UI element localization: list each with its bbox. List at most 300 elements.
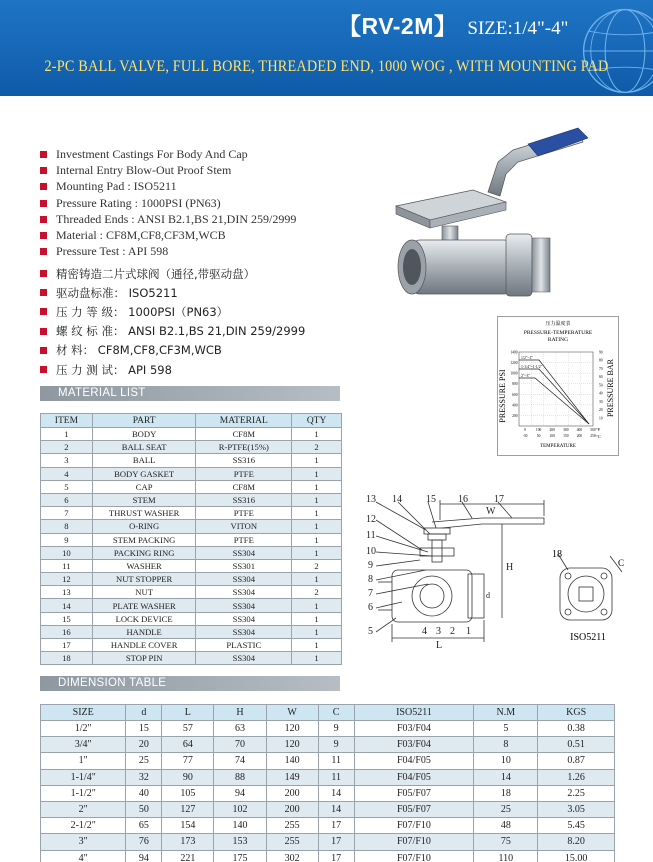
bar-tick-label: 50 <box>599 383 603 388</box>
dim-H-label: H <box>506 562 514 573</box>
table-cell: 9 <box>41 533 93 546</box>
f-tick-label: 400 <box>576 428 583 432</box>
table-cell: 4 <box>41 467 93 480</box>
table-cell: HANDLE COVER <box>92 639 196 652</box>
table-cell: 11 <box>41 559 93 572</box>
table-cell: F05/F07 <box>354 785 474 801</box>
callout-4: 4 <box>422 626 427 637</box>
table-cell: 14 <box>41 599 93 612</box>
table-row <box>41 801 615 817</box>
table-cell: BALL SEAT <box>92 441 196 454</box>
table-cell: SS316 <box>196 454 292 467</box>
bar-tick-label: 40 <box>599 391 603 396</box>
table-row <box>41 737 615 753</box>
callout-13: 13 <box>366 494 376 505</box>
table-cell: PTFE <box>196 533 292 546</box>
table-cell: 200 <box>266 801 318 817</box>
globe-icon <box>571 6 653 96</box>
table-cell: CF8M <box>196 480 292 493</box>
table-cell: 25 <box>126 753 162 769</box>
table-cell: 5.45 <box>538 818 615 834</box>
dim-col-header: d <box>126 705 162 721</box>
table-cell: F07/F10 <box>354 834 474 850</box>
table-cell: 40 <box>126 785 162 801</box>
table-cell: STOP PIN <box>92 652 196 665</box>
table-cell: SS304 <box>196 612 292 625</box>
psi-tick-label: 800 <box>512 382 518 387</box>
bar-tick-label: 10 <box>599 416 603 421</box>
table-cell: 1 <box>292 467 342 480</box>
table-cell: 200 <box>266 785 318 801</box>
table-cell: CF8M <box>196 428 292 441</box>
table-cell: 10 <box>474 753 538 769</box>
dim-col-header: KGS <box>538 705 615 721</box>
table-row <box>41 480 342 493</box>
table-cell: 1 <box>292 599 342 612</box>
table-row <box>41 467 342 480</box>
table-cell: 3" <box>41 834 126 850</box>
table-cell: 17 <box>318 818 354 834</box>
table-cell: VITON <box>196 520 292 533</box>
bar-tick-label: 20 <box>599 408 603 413</box>
c-tick-label: 100 <box>549 434 555 438</box>
table-cell: 2 <box>292 441 342 454</box>
dim-col-header: C <box>318 705 354 721</box>
table-cell: 32 <box>126 769 162 785</box>
table-cell: 2 <box>292 586 342 599</box>
table-cell: 8.20 <box>538 834 615 850</box>
table-cell: 15.00 <box>538 850 615 862</box>
table-cell: 302 <box>266 850 318 862</box>
callout-9: 9 <box>368 560 373 571</box>
list-item: Internal Entry Blow-Out Proof Stem <box>40 162 296 178</box>
table-cell: PTFE <box>196 467 292 480</box>
table-row <box>41 625 342 638</box>
dim-col-header: N.M <box>474 705 538 721</box>
bullet-square-icon <box>40 270 47 277</box>
table-row <box>41 441 342 454</box>
callout-1: 1 <box>466 626 471 637</box>
bar-tick-label: 90 <box>599 350 603 355</box>
callout-6: 6 <box>368 602 373 613</box>
table-cell: 2 <box>292 559 342 572</box>
table-cell: F03/F04 <box>354 721 474 737</box>
table-row <box>41 639 342 652</box>
callout-3: 3 <box>436 626 441 637</box>
table-cell: 1 <box>292 546 342 559</box>
table-cell: 1.26 <box>538 769 615 785</box>
pad-callout-18: 18 <box>552 549 562 560</box>
table-cell: 18 <box>41 652 93 665</box>
valve-section-drawing <box>362 490 562 650</box>
callout-8: 8 <box>368 574 373 585</box>
table-cell: R-PTFE(15%) <box>196 441 292 454</box>
table-cell: 57 <box>162 721 214 737</box>
table-cell: 1 <box>292 652 342 665</box>
table-cell: SS304 <box>196 586 292 599</box>
chart-xlabel: TEMPERATURE <box>540 444 576 449</box>
psi-tick-label: 1200 <box>510 361 518 366</box>
valve-product-image <box>378 122 608 302</box>
bullet-square-icon <box>40 216 47 223</box>
table-cell: 120 <box>266 721 318 737</box>
bullet-square-icon <box>40 308 47 315</box>
table-cell: 17 <box>318 834 354 850</box>
table-cell: STEM <box>92 493 196 506</box>
table-cell: 50 <box>126 801 162 817</box>
table-header-row <box>41 414 342 428</box>
table-cell: BODY GASKET <box>92 467 196 480</box>
list-item: Material : CF8M,CF8,CF3M,WCB <box>40 227 296 243</box>
chart-ylabel-right: PRESSURE BAR <box>606 358 615 418</box>
table-cell: 110 <box>474 850 538 862</box>
list-item: Pressure Test : API 598 <box>40 244 296 260</box>
table-row <box>41 850 615 862</box>
table-cell: SS316 <box>196 493 292 506</box>
table-cell: F03/F04 <box>354 737 474 753</box>
table-cell: 149 <box>266 769 318 785</box>
callout-11: 11 <box>366 530 376 541</box>
table-cell: STEM PACKING <box>92 533 196 546</box>
table-row <box>41 652 342 665</box>
list-item: 压 力 等 级： 1000PSI（PN63） <box>40 302 305 321</box>
psi-tick-label: 1400 <box>510 350 518 355</box>
callout-17: 17 <box>494 494 504 505</box>
table-cell: 1 <box>292 639 342 652</box>
table-cell: 70 <box>214 737 266 753</box>
table-cell: SS304 <box>196 625 292 638</box>
table-cell: 127 <box>162 801 214 817</box>
table-row <box>41 520 342 533</box>
table-cell: 3.05 <box>538 801 615 817</box>
table-cell: 8 <box>41 520 93 533</box>
table-cell: 1 <box>292 520 342 533</box>
dim-col-header: H <box>214 705 266 721</box>
table-cell: 5 <box>41 480 93 493</box>
list-item: 压 力 测 试： API 598 <box>40 360 305 379</box>
dim-col-header: SIZE <box>41 705 126 721</box>
table-cell: 1-1/4" <box>41 769 126 785</box>
dim-col-header: L <box>162 705 214 721</box>
c-tick-label: 250 <box>590 434 596 438</box>
list-item: Threaded Ends : ANSI B2.1,BS 21,DIN 259/2999 <box>40 211 296 227</box>
table-row <box>41 753 615 769</box>
callout-15: 15 <box>426 494 436 505</box>
dim-col-header: W <box>266 705 318 721</box>
list-item: 螺 纹 标 准： ANSI B2.1,BS 21,DIN 259/2999 <box>40 322 305 341</box>
table-cell: NUT <box>92 586 196 599</box>
table-cell: 4" <box>41 850 126 862</box>
table-cell: F07/F10 <box>354 850 474 862</box>
table-row <box>41 428 342 441</box>
table-cell: 255 <box>266 818 318 834</box>
table-cell: 11 <box>318 753 354 769</box>
table-cell: 2.25 <box>538 785 615 801</box>
f-tick-label: 200 <box>549 428 555 432</box>
table-cell: PACKING RING <box>92 546 196 559</box>
c-tick-label: -30 <box>522 434 528 438</box>
table-cell: SS304 <box>196 573 292 586</box>
mat-col-header: MATERIAL <box>196 414 292 428</box>
features-en-list <box>40 146 296 260</box>
dim-W-label: W <box>486 506 496 517</box>
table-cell: F07/F10 <box>354 818 474 834</box>
table-cell: 0.38 <box>538 721 615 737</box>
pressure-temperature-chart <box>497 316 619 456</box>
psi-tick-label: 600 <box>512 392 518 397</box>
table-row <box>41 533 342 546</box>
f-tick-label: 100 <box>535 428 542 432</box>
f-tick-label: 500 <box>590 428 596 432</box>
table-cell: 90 <box>162 769 214 785</box>
bullet-square-icon <box>40 366 47 373</box>
table-cell: SS304 <box>196 546 292 559</box>
table-cell: 5 <box>474 721 538 737</box>
table-cell: PLATE WASHER <box>92 599 196 612</box>
series-label: 2"~3" <box>521 374 530 378</box>
table-cell: 1 <box>292 493 342 506</box>
callout-16: 16 <box>458 494 468 505</box>
callout-2: 2 <box>450 626 455 637</box>
table-cell: 1 <box>292 480 342 493</box>
table-cell: 17 <box>41 639 93 652</box>
table-cell: 3 <box>41 454 93 467</box>
material-list-header: MATERIAL LIST <box>40 386 340 401</box>
dim-col-header: ISO5211 <box>354 705 474 721</box>
table-cell: 14 <box>474 769 538 785</box>
table-cell: 94 <box>214 785 266 801</box>
callout-12: 12 <box>366 514 376 525</box>
table-cell: 3/4" <box>41 737 126 753</box>
table-header-row <box>41 705 615 721</box>
table-cell: 6 <box>41 493 93 506</box>
table-cell: 1 <box>292 625 342 638</box>
table-cell: 140 <box>214 818 266 834</box>
list-item: 材 料： CF8M,CF8,CF3M,WCB <box>40 341 305 360</box>
table-row <box>41 586 342 599</box>
table-row <box>41 493 342 506</box>
table-cell: O-RING <box>92 520 196 533</box>
table-cell: 2-1/2" <box>41 818 126 834</box>
f-tick-label: 0 <box>524 428 526 432</box>
bar-tick-label: 70 <box>599 366 603 371</box>
table-cell: 75 <box>474 834 538 850</box>
table-row <box>41 546 342 559</box>
pad-C-label: C <box>618 558 625 568</box>
table-cell: 1" <box>41 753 126 769</box>
psi-tick-label: 1000 <box>510 371 518 376</box>
table-row <box>41 559 342 572</box>
table-cell: 153 <box>214 834 266 850</box>
table-cell: 11 <box>318 769 354 785</box>
table-cell: 2" <box>41 801 126 817</box>
table-cell: 1 <box>41 428 93 441</box>
chart-unit-c: °C <box>596 434 601 439</box>
list-item: Mounting Pad : ISO5211 <box>40 179 296 195</box>
table-cell: 0.51 <box>538 737 615 753</box>
table-cell: 1-1/2" <box>41 785 126 801</box>
table-cell: 9 <box>318 721 354 737</box>
table-cell: PTFE <box>196 507 292 520</box>
list-item: 精密铸造二片式球阀（通径,带驱动盘） <box>40 264 305 283</box>
table-cell: 8 <box>474 737 538 753</box>
table-cell: 120 <box>266 737 318 753</box>
table-cell: WASHER <box>92 559 196 572</box>
table-cell: 20 <box>126 737 162 753</box>
dim-L-label: L <box>436 640 443 650</box>
bullet-square-icon <box>40 200 47 207</box>
table-cell: 25 <box>474 801 538 817</box>
table-cell: 0.87 <box>538 753 615 769</box>
table-cell: 65 <box>126 818 162 834</box>
chart-unit-f: °F <box>596 427 601 432</box>
title-row <box>338 8 568 41</box>
table-row <box>41 721 615 737</box>
table-cell: 14 <box>318 785 354 801</box>
mat-col-header: ITEM <box>41 414 93 428</box>
table-cell: 1 <box>292 507 342 520</box>
list-item: 驱动盘标准： ISO5211 <box>40 283 305 302</box>
table-row <box>41 599 342 612</box>
table-cell: 105 <box>162 785 214 801</box>
product-subtitle: 2-PC BALL VALVE, FULL BORE, THREADED END, 1000 WOG , WITH MOUNTING PAD <box>44 58 609 75</box>
table-cell: PLASTIC <box>196 639 292 652</box>
dimension-table <box>40 704 615 862</box>
psi-tick-label: 400 <box>512 403 518 408</box>
table-cell: 1 <box>292 612 342 625</box>
table-cell: 17 <box>318 850 354 862</box>
table-cell: LOCK DEVICE <box>92 612 196 625</box>
table-cell: 154 <box>162 818 214 834</box>
callout-5: 5 <box>368 626 373 637</box>
table-cell: SS301 <box>196 559 292 572</box>
mat-col-header: QTY <box>292 414 342 428</box>
table-row <box>41 612 342 625</box>
table-cell: CAP <box>92 480 196 493</box>
dim-d-label: d <box>486 591 490 600</box>
table-row <box>41 454 342 467</box>
c-tick-label: 200 <box>576 434 583 438</box>
table-cell: 14 <box>318 801 354 817</box>
table-cell: BALL <box>92 454 196 467</box>
bullet-square-icon <box>40 289 47 296</box>
table-cell: 77 <box>162 753 214 769</box>
material-list-table <box>40 413 342 665</box>
table-cell: SS304 <box>196 599 292 612</box>
table-cell: 9 <box>318 737 354 753</box>
bullet-square-icon <box>40 151 47 158</box>
f-tick-label: 300 <box>563 428 569 432</box>
list-item: Investment Castings For Body And Cap <box>40 146 296 162</box>
table-cell: 2 <box>41 441 93 454</box>
table-row <box>41 834 615 850</box>
table-cell: 48 <box>474 818 538 834</box>
table-cell: 173 <box>162 834 214 850</box>
table-row <box>41 507 342 520</box>
features-cn-list <box>40 264 305 379</box>
series-label: 1/2"~1" <box>521 356 533 360</box>
callout-7: 7 <box>368 588 373 599</box>
table-cell: 221 <box>162 850 214 862</box>
series-label: 1-1/4"~1-1/2" <box>521 365 543 369</box>
table-cell: 140 <box>266 753 318 769</box>
psi-tick-label: 200 <box>512 413 518 418</box>
chart-title-cn: 压力温度表 <box>545 322 571 327</box>
c-tick-label: 50 <box>536 434 541 438</box>
table-cell: 1 <box>292 533 342 546</box>
callout-10: 10 <box>366 546 376 557</box>
bullet-square-icon <box>40 248 47 255</box>
header-banner <box>0 0 653 96</box>
table-cell: 10 <box>41 546 93 559</box>
table-cell: 76 <box>126 834 162 850</box>
model-name: 【RV-2M】 <box>338 13 458 39</box>
callout-14: 14 <box>392 494 402 505</box>
table-cell: 74 <box>214 753 266 769</box>
bar-tick-label: 80 <box>599 358 603 363</box>
table-cell: SS304 <box>196 652 292 665</box>
table-cell: 15 <box>41 612 93 625</box>
table-cell: HANDLE <box>92 625 196 638</box>
table-cell: 12 <box>41 573 93 586</box>
table-cell: 1 <box>292 454 342 467</box>
bullet-square-icon <box>40 167 47 174</box>
bar-tick-label: 60 <box>599 375 603 380</box>
bullet-square-icon <box>40 183 47 190</box>
table-row <box>41 818 615 834</box>
table-cell: 1 <box>292 573 342 586</box>
chart-title-line2: RATING <box>547 337 569 343</box>
chart-title: PRESSURE-TEMPERATURE <box>523 330 593 336</box>
table-cell: NUT STOPPER <box>92 573 196 586</box>
table-cell: 63 <box>214 721 266 737</box>
dimension-table-header: DIMENSION TABLE <box>40 676 340 691</box>
table-cell: 7 <box>41 507 93 520</box>
table-cell: 15 <box>126 721 162 737</box>
bar-tick-label: 30 <box>599 399 603 404</box>
table-cell: 102 <box>214 801 266 817</box>
iso5211-pad-drawing <box>548 548 630 648</box>
table-cell: 64 <box>162 737 214 753</box>
table-cell: F05/F07 <box>354 801 474 817</box>
table-cell: 13 <box>41 586 93 599</box>
size-range: SIZE:1/4"-4" <box>467 18 569 39</box>
bullet-square-icon <box>40 328 47 335</box>
table-cell: F04/F05 <box>354 769 474 785</box>
table-cell: 175 <box>214 850 266 862</box>
bullet-square-icon <box>40 232 47 239</box>
c-tick-label: 150 <box>563 434 569 438</box>
table-cell: F04/F05 <box>354 753 474 769</box>
table-cell: 255 <box>266 834 318 850</box>
table-cell: 16 <box>41 625 93 638</box>
table-cell: 1 <box>292 428 342 441</box>
table-row <box>41 785 615 801</box>
table-cell: 88 <box>214 769 266 785</box>
table-cell: BODY <box>92 428 196 441</box>
table-cell: 1/2" <box>41 721 126 737</box>
mat-col-header: PART <box>92 414 196 428</box>
chart-ylabel-left: PRESSURE PSI <box>498 369 507 423</box>
table-cell: 18 <box>474 785 538 801</box>
pad-standard-label: ISO5211 <box>570 632 606 643</box>
table-cell: 94 <box>126 850 162 862</box>
list-item: Pressure Rating : 1000PSI (PN63) <box>40 195 296 211</box>
table-row <box>41 769 615 785</box>
table-row <box>41 573 342 586</box>
bullet-square-icon <box>40 347 47 354</box>
table-cell: THRUST WASHER <box>92 507 196 520</box>
